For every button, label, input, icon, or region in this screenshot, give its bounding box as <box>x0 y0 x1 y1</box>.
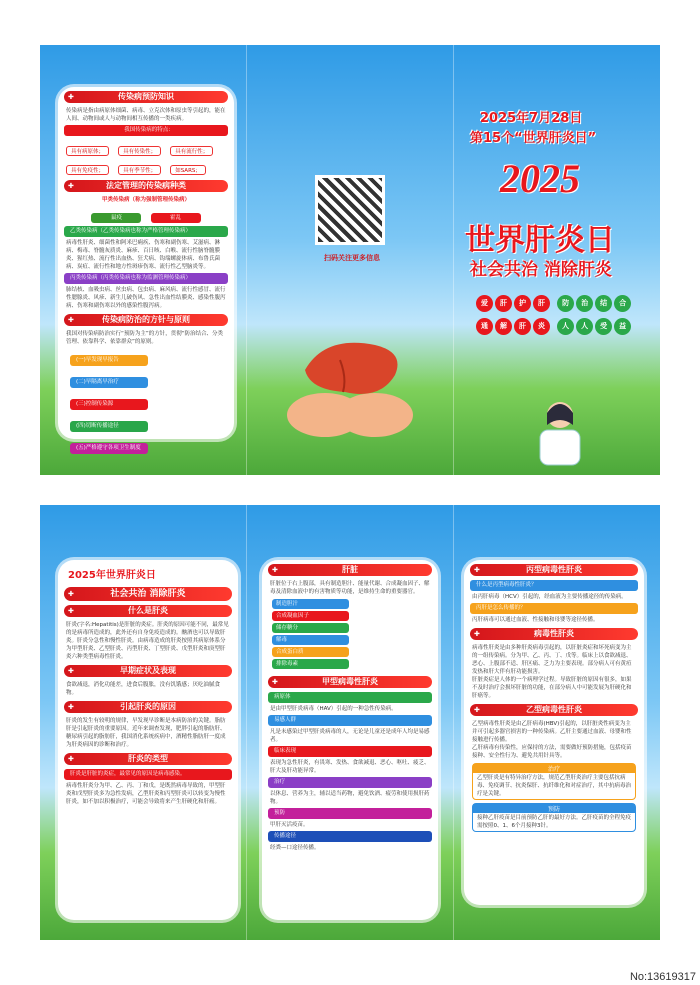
highlight-bar: 肝炎是肝脏的炎症，最常见的原因是病毒感染。 <box>64 769 232 780</box>
hepatitis-types-card <box>464 560 644 905</box>
function-pill: 合成蛋白质 <box>272 647 349 657</box>
liver-functions <box>262 596 438 672</box>
card-subtitle: ✚ 社会共治 消除肝炎 <box>64 587 232 601</box>
function-pill: 合成凝血因子 <box>272 611 349 621</box>
section-header: ✚ 病毒性肝炎 <box>470 628 638 640</box>
tag: 受 <box>595 318 612 335</box>
liver-in-hands-illustration <box>285 330 415 440</box>
tag: 人 <box>576 318 593 335</box>
feature-pill: 具有传染性； <box>118 146 161 156</box>
class-a-label: 甲类传染病（称为强制管理传染病） <box>101 197 190 203</box>
sub-header: 易感人群 <box>268 715 432 726</box>
tag: 治 <box>576 295 593 312</box>
tag: 护 <box>514 295 531 312</box>
sub-header: 预防 <box>268 808 432 819</box>
section-header: ✚ 什么是肝炎 <box>64 605 232 617</box>
body-text: 丙肝病毒可以通过血液、性接触和母婴等途径传播。 <box>472 617 599 623</box>
features-header: 我国传染病的特点： <box>64 125 228 136</box>
steps-list <box>58 346 234 456</box>
liver-card <box>262 560 438 920</box>
tag: 炎 <box>533 318 550 335</box>
body-text: 肝炎(字名:Hepatitis)是肝脏的炎症。肝炎的原因可能不同，最常见的是病毒所造成的，此外还有自身免疫造成的。酗酒也可以导致肝炎。肝炎分急性和慢性肝炎。由病毒造成的肝炎按照其病原体系分为甲型肝炎、乙型肝炎、丙型肝炎、丁型肝炎、戊型肝炎和庚型肝炎六种类型病毒性肝炎。 <box>66 622 229 660</box>
slogan-tags <box>475 290 655 336</box>
sub-header: 病原体 <box>268 692 432 703</box>
body-text: 病毒性肝炎是由多种肝炎病毒引起的，以肝脏炎症和坏死病变为主的一组传染病。分为甲、乙、丙、丁、戊等。临床上以食欲减退、恶心、上腹部不适、肝区痛、乏力为主要表现。部分病人可有黄疸发热和肝大伴有肝功能损害。 <box>472 645 632 675</box>
tag: 肝 <box>533 295 550 312</box>
tag: 肝 <box>514 318 531 335</box>
brochure-outside <box>40 45 660 475</box>
feature-pill: 具有季节性； <box>118 165 161 175</box>
feature-pill: 具有流行性； <box>170 146 213 156</box>
policy-text: 我国对传染病防治实行“预防为主”的方针，贯彻“防治结合、分类管理、依靠科学、依靠群众”的原则。 <box>66 331 224 345</box>
brochure-inside <box>40 505 660 940</box>
class-c-text: 肺结核、血吸虫病、丝虫病、包虫病、麻风病、流行性感冒、流行性腮腺炎、风疹、新生儿破伤风、急性出血性结膜炎、感染性腹泻病、伤寒和副伤寒以外的感染性腹泻病。 <box>66 287 226 309</box>
class-c-label: 丙类传染病（丙类传染病也称为监测管理传染病） <box>64 273 228 284</box>
event-date: 2025年7月28日 <box>480 111 583 126</box>
section-header: ✚ 肝脏 <box>268 564 432 576</box>
prevention-box <box>472 803 636 832</box>
event-name: 第15个“世界肝炎日” <box>470 131 597 146</box>
prevention-header: 预防 <box>473 804 635 813</box>
body-text: 凡是未感染过甲型肝炎病毒的人，无论是儿童还是成年人均是易感者。 <box>270 729 430 743</box>
step-item: (四)切断传播途径 <box>70 421 148 432</box>
tag: 合 <box>614 295 631 312</box>
class-a-item: 鼠疫 <box>91 213 141 223</box>
feature-pill: 如SARS； <box>170 165 206 175</box>
section-header: ✚ 传染病防治的方针与原则 <box>64 314 228 326</box>
feature-pill: 具有免疫性； <box>66 165 109 175</box>
card-title: 2025年世界肝炎日 <box>68 570 156 581</box>
question-bar: 什么是丙型病毒性肝炎？ <box>470 580 638 591</box>
hepatitis-basics-card <box>58 560 238 920</box>
section-header: ✚ 传染病预防知识 <box>64 91 228 103</box>
sub-header: 治疗 <box>268 777 432 788</box>
section-header: ✚ 引起肝炎的原因 <box>64 701 232 713</box>
body-text: 以休息、营养为主，辅以适当药物，避免饮酒、疲劳和使用损肝药物。 <box>270 791 430 805</box>
body-text: 经粪—口途径传播。 <box>270 845 320 851</box>
tag: 通 <box>476 318 493 335</box>
qr-code[interactable] <box>315 175 385 245</box>
qr-label: 扫码关注更多信息 <box>324 254 380 262</box>
step-item: (一)早发现早报告 <box>70 355 148 366</box>
features-list <box>58 138 234 176</box>
class-b-label: 乙类传染病（乙类传染病也称为严格管理传染病） <box>64 226 228 237</box>
tag: 人 <box>557 318 574 335</box>
step-item: (三)控制传染源 <box>70 399 148 410</box>
treatment-box <box>472 763 636 800</box>
class-b-text: 病毒性肝炎、细菌性和阿米巴痢疾、伤寒和副伤寒、艾滋病、淋病、梅毒、脊髓灰质炎、麻疹、百日咳、白喉、流行性脑脊髓膜炎、猩红热、流行性出血热、狂犬病、钩端螺旋体病、布鲁氏菌病、炭疽、流行性和地方性斑疹伤寒、流行性乙型脑炎等。 <box>66 240 221 270</box>
feature-pill: 具有病原体； <box>66 146 109 156</box>
body-text: 是由甲型肝炎病毒（HAV）引起的一种急性传染病。 <box>270 706 397 712</box>
tag: 防 <box>557 295 574 312</box>
function-pill: 排除毒素 <box>272 659 349 669</box>
body-text: 甲肝灭活疫苗。 <box>270 822 309 828</box>
function-pill: 储存糖分 <box>272 623 349 633</box>
step-item: (二)早隔离早治疗 <box>70 377 148 388</box>
section-header: ✚ 甲型病毒性肝炎 <box>268 676 432 688</box>
body-text: 表现为急性肝炎，有畏寒、发热、食欲减退、恶心、呕吐、疲乏、肝大及肝功能异常。 <box>270 760 430 774</box>
intro-text: 传染病是指由病原体细菌、病毒、立克次体和原虫等引起的，能在人间、动物间或人与动物间相互传播的一类疾病。 <box>66 108 226 122</box>
tag: 解 <box>495 318 512 335</box>
body-text: 乙型肝炎是有特异治疗方法，规范乙型肝炎治疗主要包括抗病毒、免疫调节、抗炎保肝、抗纤维化和对症治疗，其中抗病毒治疗是关键。 <box>477 775 632 797</box>
function-pill: 制造胆汁 <box>272 599 349 609</box>
body-text: 接种乙肝疫苗是目前预防乙肝的最好方法。乙肝疫苗的全程免疫需按照0、1、6个月接种3针。 <box>477 815 632 829</box>
doctor-illustration <box>530 395 590 465</box>
class-a-item: 霍乱 <box>151 213 201 223</box>
slogan: 社会共治 消除肝炎 <box>470 260 612 280</box>
body-text: 肝炎的发生有较明的规律，早发现早诊断是本病防治的关键。脂肪肝是引起肝炎的重要原因。近年来调查发现，肥胖引起的脂肪肝、糖尿病引起的脂肪肝，我国消化系统疾病中，酒精性脂肪肝一度成为肝炎病因的诊断和治疗。 <box>66 718 226 748</box>
tag: 爱 <box>476 295 493 312</box>
tag: 结 <box>595 295 612 312</box>
main-title: 世界肝炎日 <box>465 223 615 258</box>
body-text: 肝脏炎症是人体的一个病理学过程。导致肝脏的原因有很多，如果不及时治疗会损坏肝脏的功能，在部分病人中可能发展为肝硬化和肝癌等。 <box>472 677 632 699</box>
watermark-id: No:13619317 <box>629 971 696 983</box>
question-bar: 丙肝是怎么传播的？ <box>470 603 638 614</box>
tag: 肝 <box>495 295 512 312</box>
class-a-items <box>58 204 234 224</box>
event-year: 2025 <box>500 156 580 201</box>
section-header: ✚ 法定管理的传染病种类 <box>64 180 228 192</box>
tag: 益 <box>614 318 631 335</box>
section-header: ✚ 乙型病毒性肝炎 <box>470 704 638 716</box>
section-header: ✚ 早期症状及表现 <box>64 665 232 677</box>
body-text: 乙肝病毒有传染性，应保持的方法，需要做好预防措施，包括疫苗接种、安全性行为、避免共用针具等。 <box>472 745 632 759</box>
infectious-disease-card <box>58 87 234 451</box>
body-text: 病毒性肝炎分为甲、乙、丙、丁和戊，是既然病毒导致的，甲型肝炎和戊型肝炎多为急性发病，乙型肝炎和丙型肝炎可以转变为慢性肝炎，如不加以积极治疗，可能会导致将来产生肝硬化和肝癌。 <box>66 783 226 805</box>
body-text: 食欲减退，消化功能差，进食后腹胀，没有饥饿感；厌吃油腻食物。 <box>66 682 221 696</box>
section-header: ✚ 肝炎的类型 <box>64 753 232 765</box>
function-pill: 解毒 <box>272 635 349 645</box>
sub-header: 临床表现 <box>268 746 432 757</box>
treatment-header: 治疗 <box>473 764 635 773</box>
section-header: ✚ 丙型病毒性肝炎 <box>470 564 638 576</box>
body-text: 由丙肝病毒（HCV）引起的，经血液为主要传播途径的传染病。 <box>472 594 627 600</box>
body-text: 乙型病毒性肝炎是由乙肝病毒(HBV)引起的，以肝脏炎性病变为主并可引起多器官损害的一种传染病。乙肝主要通过血液、母婴和性接触进行传播。 <box>472 721 632 743</box>
body-text: 肝脏位于右上腹部，具有制造胆汁、能量代谢、合成凝血因子、解毒及清除血液中的有害物质等功能，是维持生命的重要器官。 <box>270 581 430 595</box>
sub-header: 传播途径 <box>268 831 432 842</box>
step-item: (五)严格遵守各项卫生制度 <box>70 443 148 454</box>
